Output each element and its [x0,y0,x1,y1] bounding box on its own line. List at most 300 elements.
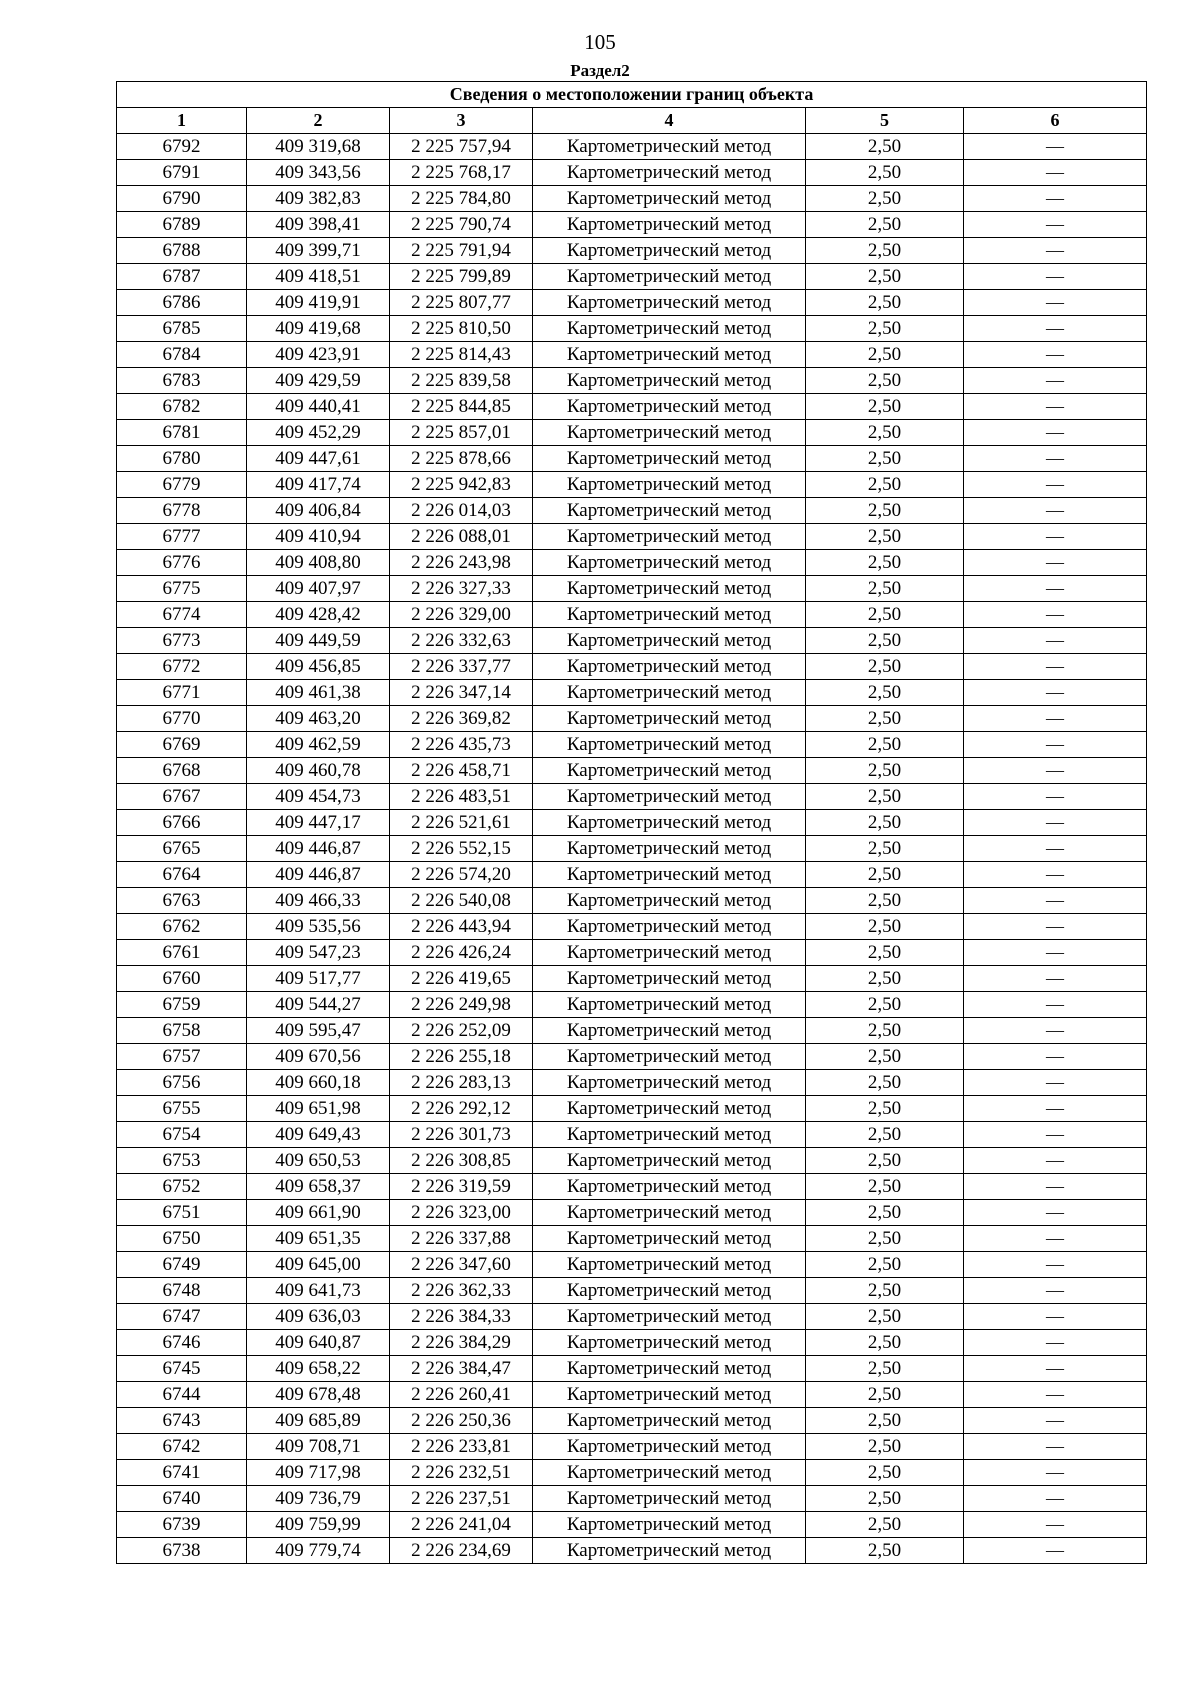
x-coordinate-cell: 409 685,89 [247,1408,390,1434]
description-cell: — [964,628,1147,654]
table-row [117,576,1147,602]
x-coordinate-cell: 409 456,85 [247,654,390,680]
point-number-cell: 6747 [117,1304,247,1330]
description-cell: — [964,1122,1147,1148]
point-number-cell: 6750 [117,1226,247,1252]
accuracy-cell: 2,50 [806,1382,964,1408]
description-cell: — [964,446,1147,472]
description-cell: — [964,1408,1147,1434]
x-coordinate-cell: 409 463,20 [247,706,390,732]
accuracy-cell: 2,50 [806,1148,964,1174]
description-cell: — [964,602,1147,628]
x-coordinate-cell: 409 343,56 [247,160,390,186]
y-coordinate-cell: 2 226 384,33 [390,1304,533,1330]
x-coordinate-cell: 409 440,41 [247,394,390,420]
description-cell: — [964,472,1147,498]
method-cell: Картометрический метод [533,290,806,316]
table-row [117,810,1147,836]
accuracy-cell: 2,50 [806,706,964,732]
x-coordinate-cell: 409 429,59 [247,368,390,394]
method-cell: Картометрический метод [533,784,806,810]
point-number-cell: 6780 [117,446,247,472]
section-title: Раздел2 [570,61,630,80]
accuracy-cell: 2,50 [806,134,964,160]
column-number: 2 [247,108,390,134]
accuracy-cell: 2,50 [806,264,964,290]
description-cell: — [964,914,1147,940]
table-row [117,316,1147,342]
y-coordinate-cell: 2 226 521,61 [390,810,533,836]
description-cell: — [964,1538,1147,1564]
point-number-cell: 6740 [117,1486,247,1512]
column-number: 1 [117,108,247,134]
x-coordinate-cell: 409 410,94 [247,524,390,550]
accuracy-cell: 2,50 [806,1330,964,1356]
method-cell: Картометрический метод [533,472,806,498]
table-row [117,238,1147,264]
table-row [117,628,1147,654]
y-coordinate-cell: 2 226 426,24 [390,940,533,966]
point-number-cell: 6761 [117,940,247,966]
y-coordinate-cell: 2 225 790,74 [390,212,533,238]
x-coordinate-cell: 409 466,33 [247,888,390,914]
point-number-cell: 6771 [117,680,247,706]
accuracy-cell: 2,50 [806,1538,964,1564]
table-row [117,134,1147,160]
table-row [117,1174,1147,1200]
point-number-cell: 6778 [117,498,247,524]
accuracy-cell: 2,50 [806,810,964,836]
x-coordinate-cell: 409 670,56 [247,1044,390,1070]
x-coordinate-cell: 409 452,29 [247,420,390,446]
table-row [117,1252,1147,1278]
y-coordinate-cell: 2 226 241,04 [390,1512,533,1538]
description-cell: — [964,576,1147,602]
table-row [117,1200,1147,1226]
method-cell: Картометрический метод [533,368,806,394]
method-cell: Картометрический метод [533,914,806,940]
y-coordinate-cell: 2 226 232,51 [390,1460,533,1486]
y-coordinate-cell: 2 226 237,51 [390,1486,533,1512]
method-cell: Картометрический метод [533,1434,806,1460]
point-number-cell: 6775 [117,576,247,602]
table-row [117,394,1147,420]
x-coordinate-cell: 409 417,74 [247,472,390,498]
point-number-cell: 6758 [117,1018,247,1044]
point-number-cell: 6742 [117,1434,247,1460]
method-cell: Картометрический метод [533,576,806,602]
description-cell: — [964,1174,1147,1200]
method-cell: Картометрический метод [533,446,806,472]
y-coordinate-cell: 2 226 260,41 [390,1382,533,1408]
accuracy-cell: 2,50 [806,238,964,264]
x-coordinate-cell: 409 408,80 [247,550,390,576]
x-coordinate-cell: 409 650,53 [247,1148,390,1174]
table-row [117,1460,1147,1486]
y-coordinate-cell: 2 226 252,09 [390,1018,533,1044]
description-cell: — [964,264,1147,290]
table-row [117,186,1147,212]
x-coordinate-cell: 409 779,74 [247,1538,390,1564]
method-cell: Картометрический метод [533,134,806,160]
accuracy-cell: 2,50 [806,992,964,1018]
accuracy-cell: 2,50 [806,1304,964,1330]
point-number-cell: 6760 [117,966,247,992]
description-cell: — [964,290,1147,316]
description-cell: — [964,680,1147,706]
accuracy-cell: 2,50 [806,1070,964,1096]
accuracy-cell: 2,50 [806,1460,964,1486]
point-number-cell: 6744 [117,1382,247,1408]
description-cell: — [964,1356,1147,1382]
description-cell: — [964,1382,1147,1408]
point-number-cell: 6765 [117,836,247,862]
y-coordinate-cell: 2 226 574,20 [390,862,533,888]
x-coordinate-cell: 409 636,03 [247,1304,390,1330]
description-cell: — [964,1070,1147,1096]
method-cell: Картометрический метод [533,316,806,342]
description-cell: — [964,160,1147,186]
y-coordinate-cell: 2 225 878,66 [390,446,533,472]
accuracy-cell: 2,50 [806,602,964,628]
description-cell: — [964,654,1147,680]
x-coordinate-cell: 409 595,47 [247,1018,390,1044]
method-cell: Картометрический метод [533,1486,806,1512]
accuracy-cell: 2,50 [806,836,964,862]
y-coordinate-cell: 2 226 292,12 [390,1096,533,1122]
table-row [117,680,1147,706]
description-cell: — [964,810,1147,836]
table-row [117,420,1147,446]
point-number-cell: 6743 [117,1408,247,1434]
y-coordinate-cell: 2 226 458,71 [390,758,533,784]
table-row [117,1148,1147,1174]
table-row [117,498,1147,524]
x-coordinate-cell: 409 406,84 [247,498,390,524]
method-cell: Картометрический метод [533,1356,806,1382]
method-cell: Картометрический метод [533,1512,806,1538]
method-cell: Картометрический метод [533,1018,806,1044]
point-number-cell: 6749 [117,1252,247,1278]
point-number-cell: 6770 [117,706,247,732]
method-cell: Картометрический метод [533,966,806,992]
table-row [117,1070,1147,1096]
point-number-cell: 6789 [117,212,247,238]
y-coordinate-cell: 2 226 347,14 [390,680,533,706]
description-cell: — [964,1330,1147,1356]
method-cell: Картометрический метод [533,836,806,862]
table-row [117,368,1147,394]
table-row [117,1512,1147,1538]
description-cell: — [964,498,1147,524]
table-row [117,1278,1147,1304]
y-coordinate-cell: 2 226 301,73 [390,1122,533,1148]
point-number-cell: 6786 [117,290,247,316]
y-coordinate-cell: 2 226 255,18 [390,1044,533,1070]
accuracy-cell: 2,50 [806,342,964,368]
accuracy-cell: 2,50 [806,1486,964,1512]
accuracy-cell: 2,50 [806,628,964,654]
accuracy-cell: 2,50 [806,1356,964,1382]
x-coordinate-cell: 409 419,91 [247,290,390,316]
description-cell: — [964,1486,1147,1512]
point-number-cell: 6784 [117,342,247,368]
accuracy-cell: 2,50 [806,212,964,238]
y-coordinate-cell: 2 226 443,94 [390,914,533,940]
accuracy-cell: 2,50 [806,1200,964,1226]
table-row [117,1538,1147,1564]
accuracy-cell: 2,50 [806,758,964,784]
description-cell: — [964,966,1147,992]
method-cell: Картометрический метод [533,654,806,680]
y-coordinate-cell: 2 225 768,17 [390,160,533,186]
x-coordinate-cell: 409 460,78 [247,758,390,784]
accuracy-cell: 2,50 [806,472,964,498]
point-number-cell: 6769 [117,732,247,758]
accuracy-cell: 2,50 [806,1174,964,1200]
x-coordinate-cell: 409 708,71 [247,1434,390,1460]
accuracy-cell: 2,50 [806,368,964,394]
description-cell: — [964,862,1147,888]
y-coordinate-cell: 2 225 791,94 [390,238,533,264]
method-cell: Картометрический метод [533,1148,806,1174]
page-number: 105 [584,30,616,54]
point-number-cell: 6790 [117,186,247,212]
description-cell: — [964,1460,1147,1486]
accuracy-cell: 2,50 [806,888,964,914]
y-coordinate-cell: 2 226 369,82 [390,706,533,732]
point-number-cell: 6791 [117,160,247,186]
accuracy-cell: 2,50 [806,940,964,966]
y-coordinate-cell: 2 226 243,98 [390,550,533,576]
y-coordinate-cell: 2 226 234,69 [390,1538,533,1564]
method-cell: Картометрический метод [533,680,806,706]
y-coordinate-cell: 2 225 942,83 [390,472,533,498]
point-number-cell: 6788 [117,238,247,264]
description-cell: — [964,368,1147,394]
y-coordinate-cell: 2 225 814,43 [390,342,533,368]
column-number: 6 [964,108,1147,134]
table-row [117,732,1147,758]
description-cell: — [964,1200,1147,1226]
method-cell: Картометрический метод [533,1044,806,1070]
accuracy-cell: 2,50 [806,966,964,992]
accuracy-cell: 2,50 [806,394,964,420]
y-coordinate-cell: 2 226 384,29 [390,1330,533,1356]
point-number-cell: 6751 [117,1200,247,1226]
accuracy-cell: 2,50 [806,654,964,680]
method-cell: Картометрический метод [533,1122,806,1148]
x-coordinate-cell: 409 661,90 [247,1200,390,1226]
point-number-cell: 6741 [117,1460,247,1486]
description-cell: — [964,212,1147,238]
point-number-cell: 6757 [117,1044,247,1070]
method-cell: Картометрический метод [533,1226,806,1252]
y-coordinate-cell: 2 226 088,01 [390,524,533,550]
method-cell: Картометрический метод [533,524,806,550]
table-row [117,1044,1147,1070]
description-cell: — [964,550,1147,576]
x-coordinate-cell: 409 645,00 [247,1252,390,1278]
x-coordinate-cell: 409 454,73 [247,784,390,810]
description-cell: — [964,836,1147,862]
table-row [117,1304,1147,1330]
table-row [117,654,1147,680]
method-cell: Картометрический метод [533,212,806,238]
point-number-cell: 6748 [117,1278,247,1304]
x-coordinate-cell: 409 462,59 [247,732,390,758]
description-cell: — [964,940,1147,966]
method-cell: Картометрический метод [533,888,806,914]
y-coordinate-cell: 2 226 233,81 [390,1434,533,1460]
y-coordinate-cell: 2 226 337,77 [390,654,533,680]
table-row [117,602,1147,628]
method-cell: Картометрический метод [533,420,806,446]
table-row [117,966,1147,992]
y-coordinate-cell: 2 226 329,00 [390,602,533,628]
method-cell: Картометрический метод [533,1408,806,1434]
method-cell: Картометрический метод [533,342,806,368]
x-coordinate-cell: 409 428,42 [247,602,390,628]
table-row [117,472,1147,498]
y-coordinate-cell: 2 225 799,89 [390,264,533,290]
point-number-cell: 6777 [117,524,247,550]
accuracy-cell: 2,50 [806,1122,964,1148]
accuracy-cell: 2,50 [806,498,964,524]
description-cell: — [964,1512,1147,1538]
accuracy-cell: 2,50 [806,862,964,888]
point-number-cell: 6774 [117,602,247,628]
point-number-cell: 6754 [117,1122,247,1148]
x-coordinate-cell: 409 658,22 [247,1356,390,1382]
x-coordinate-cell: 409 399,71 [247,238,390,264]
table-row [117,706,1147,732]
x-coordinate-cell: 409 660,18 [247,1070,390,1096]
method-cell: Картометрический метод [533,706,806,732]
point-number-cell: 6759 [117,992,247,1018]
y-coordinate-cell: 2 225 757,94 [390,134,533,160]
description-cell: — [964,186,1147,212]
description-cell: — [964,706,1147,732]
method-cell: Картометрический метод [533,1460,806,1486]
table-body [117,134,1147,1564]
point-number-cell: 6755 [117,1096,247,1122]
description-cell: — [964,342,1147,368]
y-coordinate-cell: 2 226 319,59 [390,1174,533,1200]
table-row [117,940,1147,966]
method-cell: Картометрический метод [533,758,806,784]
description-cell: — [964,316,1147,342]
y-coordinate-cell: 2 225 844,85 [390,394,533,420]
method-cell: Картометрический метод [533,1304,806,1330]
description-cell: — [964,1018,1147,1044]
x-coordinate-cell: 409 446,87 [247,836,390,862]
x-coordinate-cell: 409 649,43 [247,1122,390,1148]
column-number-row [117,108,1147,134]
method-cell: Картометрический метод [533,238,806,264]
table-row [117,550,1147,576]
description-cell: — [964,1434,1147,1460]
x-coordinate-cell: 409 418,51 [247,264,390,290]
method-cell: Картометрический метод [533,1330,806,1356]
table-row [117,862,1147,888]
point-number-cell: 6792 [117,134,247,160]
point-number-cell: 6787 [117,264,247,290]
x-coordinate-cell: 409 319,68 [247,134,390,160]
x-coordinate-cell: 409 517,77 [247,966,390,992]
method-cell: Картометрический метод [533,550,806,576]
point-number-cell: 6756 [117,1070,247,1096]
x-coordinate-cell: 409 651,35 [247,1226,390,1252]
y-coordinate-cell: 2 226 327,33 [390,576,533,602]
x-coordinate-cell: 409 678,48 [247,1382,390,1408]
boundary-coordinates-table [116,81,1147,1564]
y-coordinate-cell: 2 225 807,77 [390,290,533,316]
x-coordinate-cell: 409 759,99 [247,1512,390,1538]
accuracy-cell: 2,50 [806,1252,964,1278]
method-cell: Картометрический метод [533,1174,806,1200]
method-cell: Картометрический метод [533,602,806,628]
description-cell: — [964,394,1147,420]
table-row [117,992,1147,1018]
table-row [117,212,1147,238]
accuracy-cell: 2,50 [806,290,964,316]
y-coordinate-cell: 2 226 384,47 [390,1356,533,1382]
x-coordinate-cell: 409 461,38 [247,680,390,706]
point-number-cell: 6785 [117,316,247,342]
description-cell: — [964,134,1147,160]
method-cell: Картометрический метод [533,1200,806,1226]
y-coordinate-cell: 2 226 014,03 [390,498,533,524]
y-coordinate-cell: 2 226 337,88 [390,1226,533,1252]
description-cell: — [964,1148,1147,1174]
accuracy-cell: 2,50 [806,186,964,212]
table-row [117,290,1147,316]
y-coordinate-cell: 2 226 283,13 [390,1070,533,1096]
method-cell: Картометрический метод [533,1252,806,1278]
x-coordinate-cell: 409 658,37 [247,1174,390,1200]
point-number-cell: 6763 [117,888,247,914]
table-row [117,1408,1147,1434]
x-coordinate-cell: 409 447,61 [247,446,390,472]
y-coordinate-cell: 2 226 552,15 [390,836,533,862]
point-number-cell: 6753 [117,1148,247,1174]
x-coordinate-cell: 409 736,79 [247,1486,390,1512]
method-cell: Картометрический метод [533,1278,806,1304]
method-cell: Картометрический метод [533,394,806,420]
method-cell: Картометрический метод [533,810,806,836]
description-cell: — [964,1252,1147,1278]
y-coordinate-cell: 2 226 483,51 [390,784,533,810]
x-coordinate-cell: 409 717,98 [247,1460,390,1486]
column-number: 5 [806,108,964,134]
method-cell: Картометрический метод [533,186,806,212]
point-number-cell: 6752 [117,1174,247,1200]
table-row [117,836,1147,862]
x-coordinate-cell: 409 640,87 [247,1330,390,1356]
table-row [117,1018,1147,1044]
table-row [117,524,1147,550]
description-cell: — [964,1278,1147,1304]
table-row [117,264,1147,290]
description-cell: — [964,1096,1147,1122]
y-coordinate-cell: 2 225 784,80 [390,186,533,212]
accuracy-cell: 2,50 [806,1278,964,1304]
y-coordinate-cell: 2 226 308,85 [390,1148,533,1174]
y-coordinate-cell: 2 226 249,98 [390,992,533,1018]
accuracy-cell: 2,50 [806,1044,964,1070]
x-coordinate-cell: 409 641,73 [247,1278,390,1304]
